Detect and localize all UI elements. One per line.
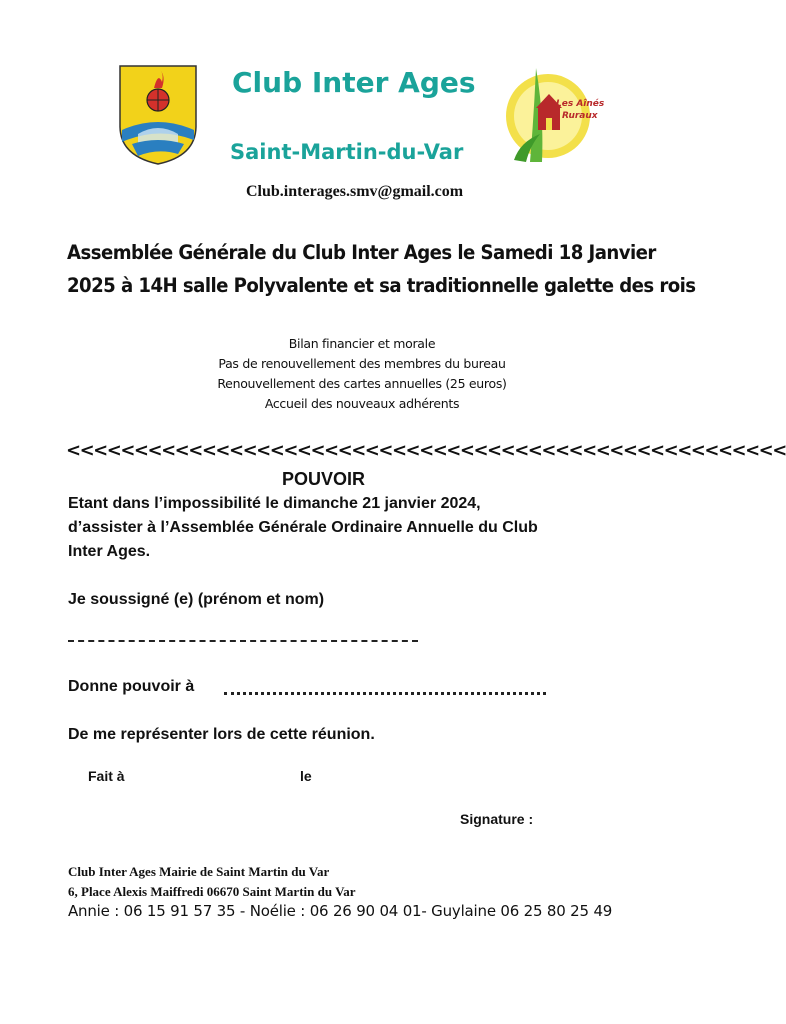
agenda-item: Renouvellement des cartes annuelles (25 euros) <box>217 376 507 391</box>
address-line-1: Club Inter Ages Mairie de Saint Martin du Var <box>68 864 330 879</box>
date-label: le <box>300 768 312 784</box>
logo-text-ruraux: Ruraux <box>562 111 598 121</box>
represent-statement: De me représenter lors de cette réunion. <box>68 726 375 743</box>
assembly-heading <box>67 236 696 302</box>
form-intro <box>68 492 668 564</box>
logo-text-aines: Les Aînés <box>556 99 605 109</box>
proxy-label: Donne pouvoir à <box>68 678 195 695</box>
club-email[interactable]: Club.interages.smv@gmail.com <box>246 183 464 200</box>
undersigned-label: Je soussigné (e) (prénom et nom) <box>68 591 325 608</box>
signature-label: Signature : <box>460 811 534 827</box>
made-at-label: Fait à <box>88 768 125 784</box>
agenda-item: Pas de renouvellement des membres du bureau <box>218 356 506 371</box>
agenda-item: Bilan financier et morale <box>288 336 436 351</box>
assembly-line-2: 2025 à 14H salle Polyvalente et sa traditionnelle galette des rois <box>67 274 696 297</box>
town-crest-logo <box>118 64 198 166</box>
proxy-name-field[interactable] <box>224 692 546 695</box>
aines-ruraux-logo <box>500 64 610 164</box>
assembly-line-1: Assemblée Générale du Club Inter Ages le Samedi 18 Janvier <box>67 241 656 264</box>
footer-contacts: Annie : 06 15 91 57 35 - Noélie : 06 26 90 04 01- Guylaine 06 25 80 25 49 <box>68 902 613 920</box>
intro-line-3: Inter Ages. <box>68 543 151 560</box>
intro-line-1: Etant dans l’impossibilité le dimanche 21 janvier 2024, <box>68 495 481 512</box>
agenda-list <box>150 334 574 414</box>
cut-separator: <<<<<<<<<<<<<<<<<<<<<<<<<<<<<<<<<<<<<<<<<<<<<<<<<<<<< <box>66 440 786 461</box>
club-name: Club Inter Ages <box>232 66 476 99</box>
intro-line-2: d’assister à l’Assemblée Générale Ordinaire Annuelle du Club <box>68 519 538 536</box>
footer-address <box>68 862 356 902</box>
club-town: Saint-Martin-du-Var <box>230 140 464 164</box>
undersigned-name-field[interactable] <box>68 640 418 642</box>
address-line-2: 6, Place Alexis Maiffredi 06670 Saint Martin du Var <box>68 884 356 899</box>
agenda-item: Accueil des nouveaux adhérents <box>264 396 460 411</box>
form-title: POUVOIR <box>282 469 366 489</box>
